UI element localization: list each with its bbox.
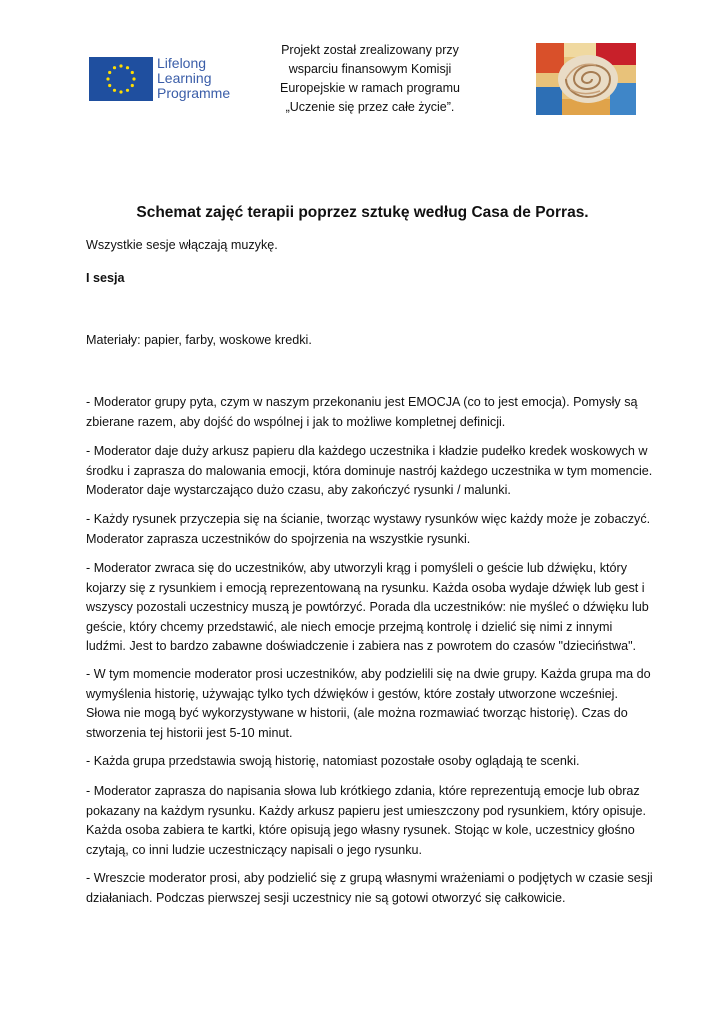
funding-note [250, 41, 490, 117]
funding-note-line: Europejskie w ramach programu [280, 81, 460, 95]
paragraph-line: - W tym momencie moderator prosi uczestników, aby podzielili się na dwie grupy. Każda grupa ma do [86, 667, 651, 681]
eu-star-icon [126, 89, 129, 92]
programme-name-line: Learning [157, 70, 212, 86]
paragraph [86, 782, 646, 860]
paragraph-line: pokazany na każdym rysunku. Każdy arkusz papieru jest umieszczony pod rysunkiem, który opisuje. [86, 803, 646, 818]
paragraph [86, 393, 646, 432]
eu-star-icon [113, 89, 116, 92]
lifelong-learning-programme-logo [89, 56, 239, 104]
eu-star-icon [108, 84, 111, 87]
paragraph-line: - Każda grupa przedstawia swoją historię, natomiast pozostałe osoby oglądają te scenki. [86, 754, 580, 768]
paragraph [86, 510, 651, 549]
paragraph [86, 442, 653, 501]
paragraph [86, 665, 651, 743]
eu-star-icon [126, 66, 129, 69]
eu-star-icon [131, 84, 134, 87]
paragraph-line: Słowa nie mogą być wykorzystywane w historii, (ale można rozmawiać tworząc historię). Czas do [86, 706, 628, 720]
eu-star-icon [119, 64, 122, 67]
paragraph-line: - Moderator grupy pyta, czym w naszym przekonaniu jest EMOCJA (co to jest emocja). Pomysły są [86, 395, 638, 409]
materials-text: Materiały: papier, farby, woskowe kredki. [86, 333, 312, 347]
paragraph-line: geście, który chcemy przedstawić, ale niech emocje przejmą kontrolę i dzielić się nimi z innymi [86, 619, 613, 634]
eu-star-icon [106, 77, 109, 80]
paragraph-line: Moderator zaprasza uczestników do spojrzenia na wszystkie rysunki. [86, 531, 471, 546]
paragraph-line: działaniach. Podczas pierwszej sesji uczestnicy nie są gotowi otworzyć się całkowicie. [86, 890, 566, 905]
paragraph-line: - Moderator daje duży arkusz papieru dla każdego uczestnika i kładzie pudełko kredek woskowych w [86, 444, 648, 458]
paragraph [86, 752, 646, 772]
paragraph-line: zbierane razem, aby dojść do wspólnej i jak to możliwe kompletnej definicji. [86, 414, 506, 429]
funding-note-line: wsparciu finansowym Komisji [288, 62, 452, 76]
eu-star-icon [113, 66, 116, 69]
programme-name-line: Lifelong [157, 55, 207, 71]
document-title: Schemat zajęć terapii poprzez sztukę według Casa de Porras. [136, 204, 589, 221]
paragraph-line: - Każdy rysunek przyczepia się na ścianie, tworząc wystawy rysunków więc każdy może je zobaczyć. [86, 512, 651, 526]
shell-art-logo [536, 43, 636, 115]
paragraph-line: ludźmi. Jest to bardzo zabawne doświadczenie i zabiera nas z powrotem do czasów "dzieciństwa". [86, 639, 637, 653]
funding-note-line: „Uczenie się przez całe życie”. [285, 100, 455, 114]
paragraph-line: kojarzy się z rysunkiem i emocją reprezentowaną na rysunku. Każda osoba wydaje dźwięk lub gest i [86, 580, 645, 595]
programme-name [157, 56, 230, 101]
eu-star-icon [108, 71, 111, 74]
eu-flag-icon [89, 57, 153, 101]
paragraph-line: wszyscy pozostali uczestnicy muszą je powtórzyć. Porada dla uczestników: nie myśleć o dźwięku lub [86, 600, 649, 614]
programme-name-line: Programme [157, 85, 231, 101]
paragraph-line: - Moderator zaprasza do napisania słowa lub krótkiego zdania, które reprezentują emocje lub obraz [86, 784, 640, 798]
intro-text: Wszystkie sesje włączają muzykę. [86, 238, 278, 252]
paragraph-line: - Moderator zwraca się do uczestników, aby utworzyli krąg i pomyśleli o geście lub dźwięku, który [86, 561, 628, 575]
paragraph-line: środku i zaprasza do malowania emocji, która dominuje nastrój każdego uczestnika w tym momencie. [86, 463, 653, 478]
eu-star-icon [119, 90, 122, 93]
paragraph [86, 559, 649, 657]
paragraph [86, 869, 653, 908]
paragraph-line: Każda osoba zabiera te kartki, które opisują jego własny rysunek. Stojąc w kole, uczestnicy głośno [86, 823, 635, 837]
eu-star-icon [132, 77, 135, 80]
paragraph-line: - Wreszcie moderator prosi, aby podzielić się z grupą własnymi wrażeniami o podjętych w czasie sesji [86, 871, 653, 885]
eu-star-icon [131, 71, 134, 74]
paragraph-line: Moderator daje wystarczająco dużo czasu, aby zakończyć rysunki / malunki. [86, 483, 511, 497]
session-heading: I sesja [86, 271, 125, 285]
paragraph-line: stworzenia tej historii jest 5-10 minut. [86, 725, 293, 740]
paragraph-line: wymyślenia historię, używając tylko tych dźwięków i gestów, które zostały utworzone wcześniej. [86, 686, 618, 701]
paragraph-line: czytają, co inni ludzie uczestniczący napisali o jego rysunku. [86, 842, 423, 857]
funding-note-line: Projekt został zrealizowany przy [281, 43, 459, 57]
